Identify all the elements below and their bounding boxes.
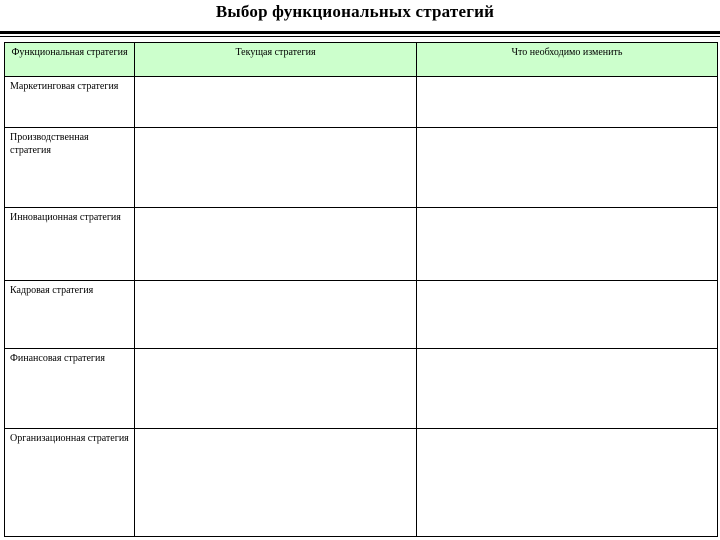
table-row [5, 429, 718, 537]
table-row [5, 77, 718, 128]
cell-current-personnel[interactable] [135, 281, 417, 349]
header-functional-strategy: Функциональная стратегия [5, 43, 135, 77]
row-label-organizational: Организационная стратегия [5, 429, 135, 537]
cell-change-financial[interactable] [417, 349, 718, 429]
row-label-financial: Финансовая стратегия [5, 349, 135, 429]
cell-current-organizational[interactable] [135, 429, 417, 537]
cell-change-personnel[interactable] [417, 281, 718, 349]
table-row [5, 281, 718, 349]
cell-change-production[interactable] [417, 128, 718, 208]
cell-current-financial[interactable] [135, 349, 417, 429]
cell-current-production[interactable] [135, 128, 417, 208]
row-label-personnel: Кадровая стратегия [5, 281, 135, 349]
table-row [5, 349, 718, 429]
cell-change-innovation[interactable] [417, 208, 718, 281]
cell-change-organizational[interactable] [417, 429, 718, 537]
table-header-row [5, 43, 718, 77]
strategy-table [4, 42, 718, 537]
table-row [5, 208, 718, 281]
row-label-marketing: Маркетинговая стратегия [5, 77, 135, 128]
title-divider-thick [0, 31, 720, 34]
cell-current-marketing[interactable] [135, 77, 417, 128]
title-divider-thin [0, 36, 720, 37]
cell-current-innovation[interactable] [135, 208, 417, 281]
table-row [5, 128, 718, 208]
header-current-strategy: Текущая стратегия [135, 43, 417, 77]
row-label-innovation: Инновационная стратегия [5, 208, 135, 281]
cell-change-marketing[interactable] [417, 77, 718, 128]
page-title: Выбор функциональных стратегий [215, 2, 495, 21]
header-what-to-change: Что необходимо изменить [417, 43, 718, 77]
row-label-production: Производственная стратегия [5, 128, 135, 208]
